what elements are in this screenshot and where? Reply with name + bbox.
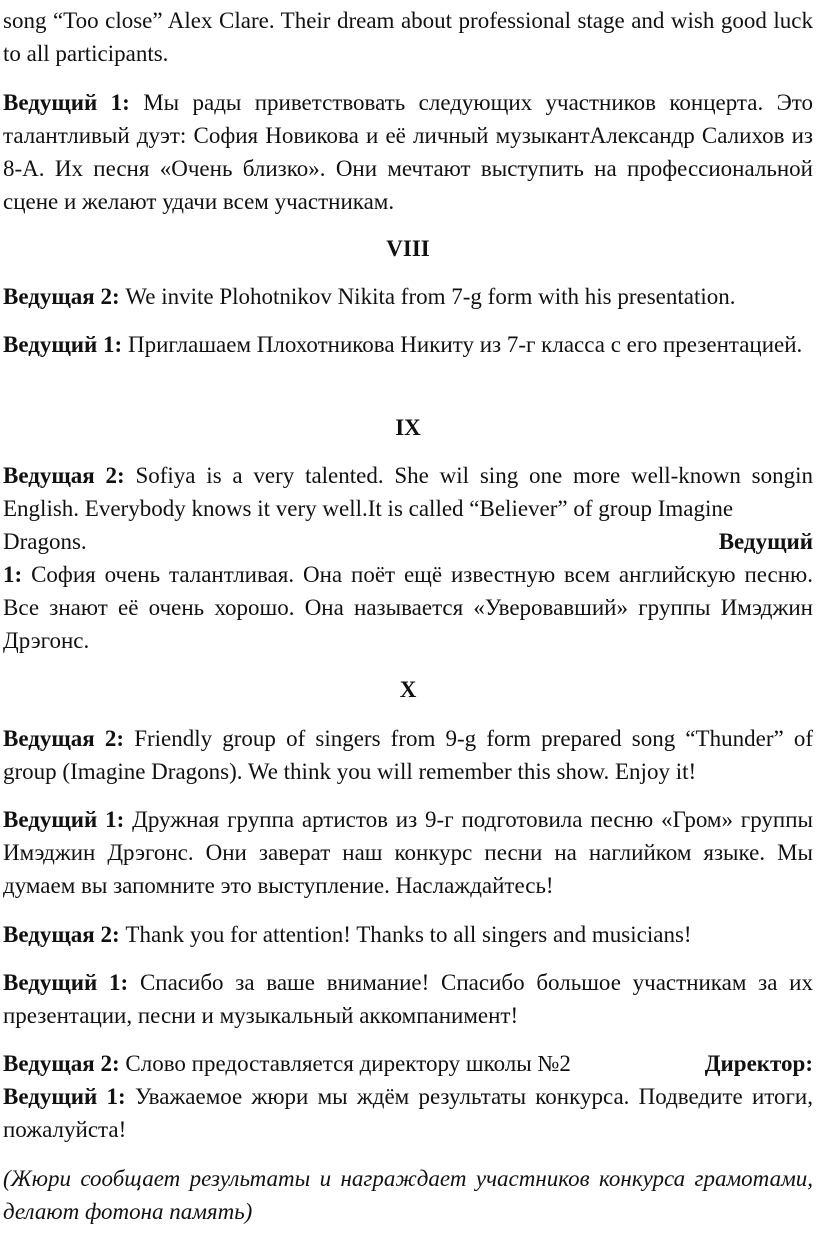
paragraph-text: Thank you for attention! Thanks to all singers and musicians! [119, 922, 692, 947]
speaker-label: Ведущий 1: [3, 90, 130, 115]
paragraph-host1-duet [3, 86, 813, 218]
paragraph-text: Приглашаем Плохотникова Никиту из 7-г класса с его презентацией. [122, 332, 803, 357]
speaker-label-director: Директор: [704, 1051, 813, 1076]
speaker-label: Ведущий 1: [3, 1084, 126, 1109]
speaker-label: Ведущая 2: [3, 726, 125, 751]
section-heading-ix: IX [395, 415, 421, 440]
paragraph-text: Friendly group of singers from 9-g form prepared song “Thunder” of group (Imagine Dragons). We think you will remember this show. Enjoy it! [3, 726, 813, 784]
paragraph-text: Мы рады приветствовать следующих участников концерта. Это талантливый дуэт: София Новикова и её личный музыкантАлександр Салихов из 8-А. Их песня «Очень близко». Они мечтают выступить на профессиональной сцене и желают удачи всем участникам. [3, 90, 814, 214]
paragraph-host1-sofiya [3, 558, 813, 657]
speaker-label: Ведущий 1: [3, 807, 125, 832]
paragraph-host1-invite [3, 328, 813, 361]
paragraph-left [3, 1047, 571, 1080]
paragraph-host2-sofiya [3, 459, 813, 558]
section-heading-x: X [399, 677, 417, 702]
speaker-label: Ведущий [718, 529, 813, 554]
speaker-label: Ведущий 1: [3, 970, 129, 995]
paragraph-text: Sofiya is a very talented. She wil sing one more well-known songin English. Everybody knows it very well.It is called “Believer” of group Imagine [3, 463, 813, 521]
paragraph-host2-invite [3, 280, 813, 313]
paragraph-text: Спасибо за ваше внимание! Спасибо большое участникам за их презентации, песни и музыкальный аккомпанимент! [3, 970, 813, 1028]
paragraph-text: song “Too close” Alex Clare. Their dream about professional stage and wish good luck to all participants. [3, 8, 813, 66]
paragraph-last-line [3, 525, 813, 558]
paragraph-host1-thunder [3, 803, 813, 902]
section-heading-viii: VIII [386, 236, 430, 261]
paragraph-text: Дружная группа артистов из 9-г подготовила песню «Гром» группы Имэджин Дрэгонс. Они заверат наш конкурс песни на наглийком языке. Мы думаем вы запомните это выступление. Наслаждайтесь! [3, 807, 813, 898]
paragraph-text: Уважаемое жюри мы ждём результаты конкурса. Подведите итоги, пожалуйста! [3, 1084, 813, 1142]
paragraph-text: Слово предоставляется директору школы №2 [119, 1051, 571, 1076]
speaker-label: 1: [3, 562, 23, 587]
paragraph-text-end: Dragons. [3, 529, 87, 554]
paragraph-host1-thanks [3, 966, 813, 1032]
paragraph-text: София очень талантливая. Она поёт ещё известную всем английскую песню. Все знают её очень хорошо. Она называется «Уверовавший» группы Имэджин Дрэгонс. [3, 562, 813, 653]
stage-direction: (Жюри сообщает результаты и награждает участников конкурса грамотами, делают фотона память) [3, 1166, 813, 1224]
speaker-label: Ведущая 2: [3, 1051, 120, 1076]
speaker-label: Ведущая 2: [3, 284, 120, 309]
speaker-label: Ведущая 2: [3, 922, 120, 947]
paragraph-body [3, 459, 813, 525]
speaker-label: Ведущая 2: [3, 463, 125, 488]
paragraph-text: We invite Plohotnikov Nikita from 7-g form with his presentation. [119, 284, 736, 309]
paragraph-intro [3, 4, 813, 70]
paragraph-host2-thanks [3, 918, 813, 951]
paragraph-host2-thunder [3, 722, 813, 788]
paragraph-host1-jury [3, 1080, 813, 1146]
speaker-label: Ведущий 1: [3, 332, 123, 357]
paragraph-host2-director [3, 1047, 813, 1080]
